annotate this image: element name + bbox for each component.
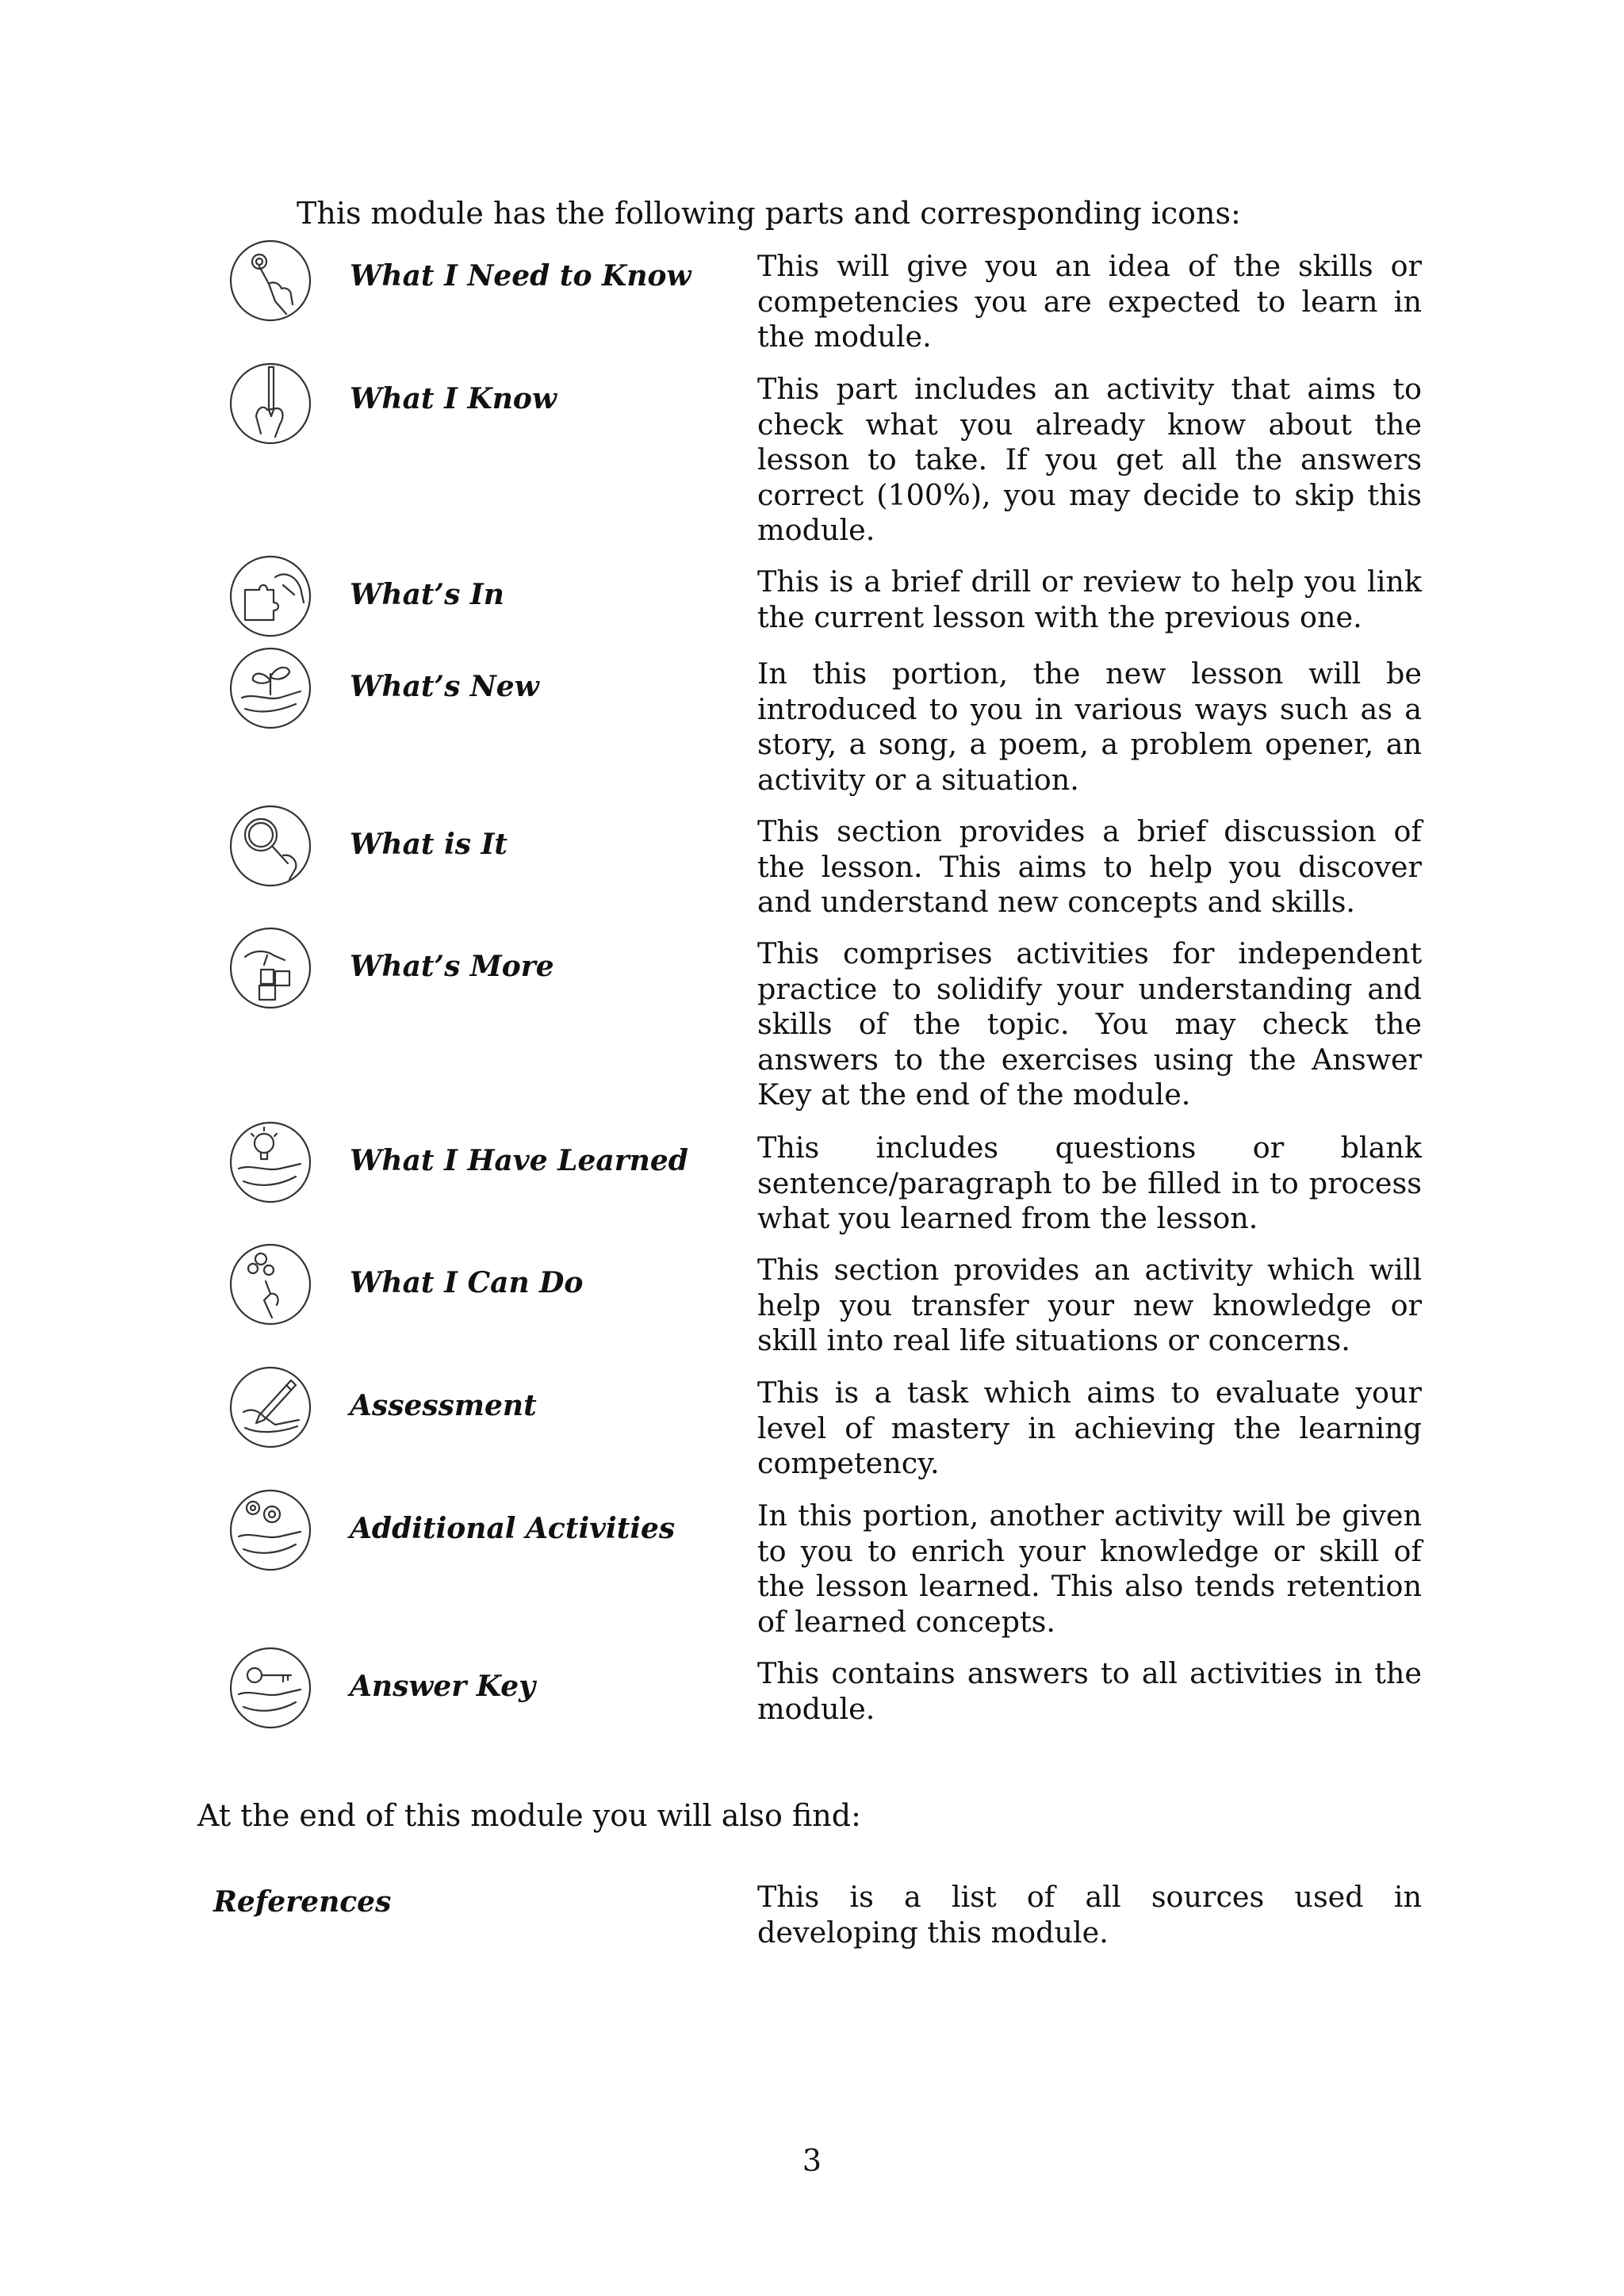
key-hand-icon [228, 1645, 313, 1731]
lightbulb-hand-icon [228, 1119, 313, 1205]
part-title: Answer Key [350, 1670, 536, 1703]
sprout-hand-icon [228, 645, 313, 731]
part-title: What’s New [350, 670, 539, 703]
writing-hand-icon [228, 1364, 313, 1450]
intro-text: This module has the following parts and corresponding icons: [297, 196, 1241, 231]
part-title: What I Can Do [350, 1266, 584, 1299]
puzzle-hand-icon [228, 553, 313, 639]
part-title: What I Have Learned [350, 1144, 688, 1177]
part-description: In this portion, another activity will be given to you to enrich your knowledge or skill of the lesson learned. This also tends retention of learned concepts. [757, 1498, 1422, 1639]
part-title: What I Need to Know [350, 259, 691, 293]
references-description: This is a list of all sources used in developing this module. [757, 1880, 1422, 1950]
part-description: This is a task which aims to evaluate your level of mastery in achieving the learning competency. [757, 1376, 1422, 1480]
part-description: In this portion, the new lesson will be introduced to you in various ways such as a story, a song, a poem, a problem opener, an activity or a situation. [757, 656, 1422, 797]
part-description: This part includes an activity that aims to check what you already know about the lesson to take. If you get all the answers correct (100%), you may decide to skip this module. [757, 372, 1422, 547]
part-description: This will give you an idea of the skills or competencies you are expected to learn in the module. [757, 249, 1422, 354]
part-description: This is a brief drill or review to help you link the current lesson with the previous one. [757, 564, 1422, 634]
hand-pencil-icon [228, 361, 313, 446]
part-title: What’s In [350, 578, 504, 611]
blocks-hand-icon [228, 925, 313, 1011]
part-description: This comprises activities for independent practice to solidify your understanding and skills of the topic. You may check the answers to the exercises using the Answer Key at the end of the module. [757, 936, 1422, 1112]
part-title: What I Know [350, 382, 557, 415]
page-number: 3 [802, 2143, 822, 2178]
part-description: This section provides an activity which will help you transfer your new knowledge or skill into real life situations or concerns. [757, 1253, 1422, 1357]
part-title: What’s More [350, 950, 554, 983]
part-description: This section provides a brief discussion of the lesson. This aims to help you discover and understand new concepts and skills. [757, 814, 1422, 919]
gears-hand-icon [228, 1242, 313, 1327]
magnifier-hand-icon [228, 803, 313, 889]
part-description: This contains answers to all activities in the module. [757, 1656, 1422, 1726]
cogs-hand-icon [228, 1487, 313, 1573]
references-title: References [213, 1885, 392, 1919]
part-title: What is It [350, 828, 508, 861]
part-description: This includes questions or blank sentence/paragraph to be filled in to process what you learned from the lesson. [757, 1131, 1422, 1235]
part-title: Additional Activities [350, 1512, 676, 1545]
pointing-hand-icon [228, 238, 313, 323]
end-intro-text: At the end of this module you will also find: [197, 1798, 861, 1833]
part-title: Assessment [350, 1389, 537, 1422]
